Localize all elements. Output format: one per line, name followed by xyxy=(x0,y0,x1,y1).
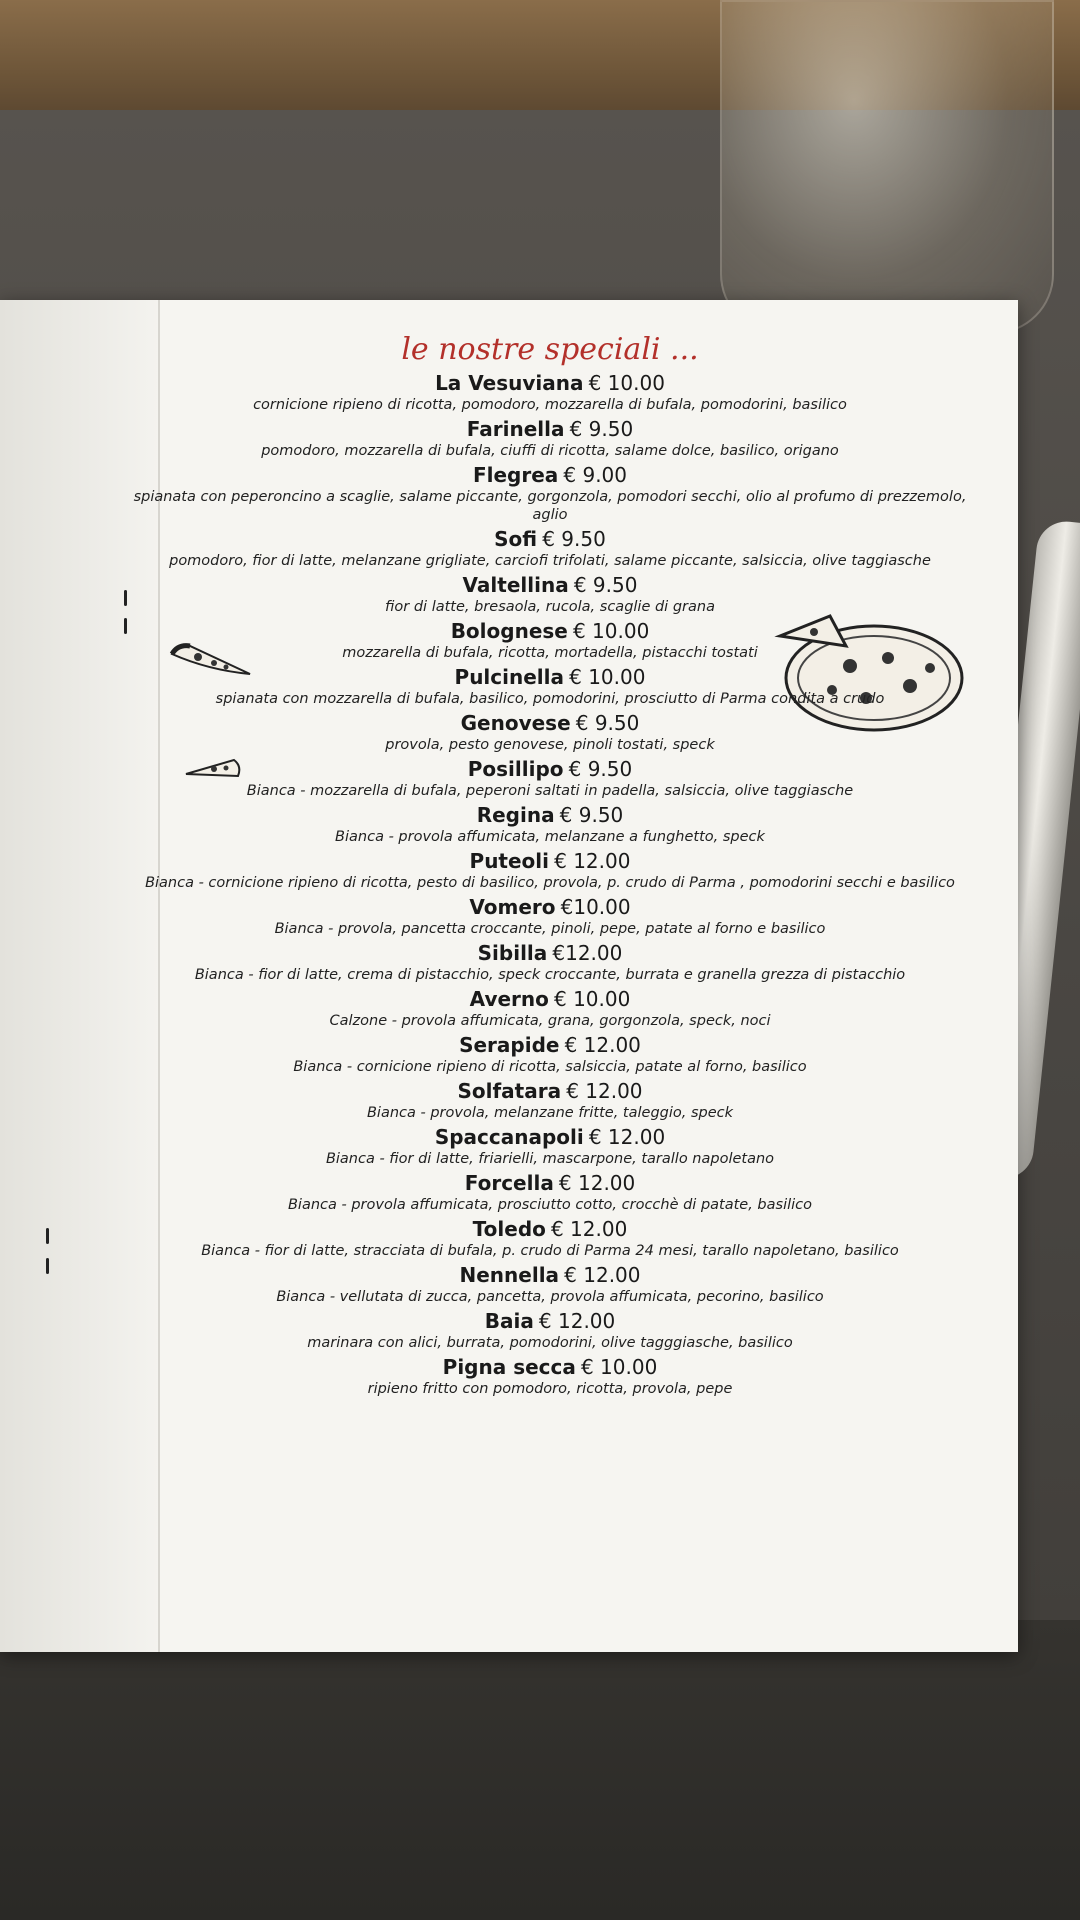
menu-item-name: La Vesuviana xyxy=(435,371,584,395)
menu-item-price: € 12.00 xyxy=(554,849,631,873)
menu-item-price: € 12.00 xyxy=(538,1309,616,1333)
menu-item-name: Pulcinella xyxy=(454,665,565,689)
menu-item-name: Flegrea xyxy=(472,463,559,487)
menu-item-name: Serapide xyxy=(459,1033,560,1057)
menu-item-price: € 12.00 xyxy=(564,1263,641,1287)
menu-item-description: Bianca - mozzarella di bufala, peperoni saltati in padella, salsiccia, olive taggiasche xyxy=(246,783,854,799)
menu-item xyxy=(120,987,980,1030)
menu-item-price: € 12.00 xyxy=(566,1079,643,1103)
menu-item-name: Puteoli xyxy=(469,849,550,873)
menu-item xyxy=(120,665,980,708)
menu-item-price: €12.00 xyxy=(552,941,623,965)
menu-item-description: mozzarella di bufala, ricotta, mortadella, pistacchi tostati xyxy=(342,645,758,661)
drinking-glass xyxy=(720,0,1054,334)
menu-item xyxy=(120,849,980,892)
menu-item xyxy=(120,711,980,754)
menu-item-list xyxy=(120,371,980,1398)
menu-item-price: € 9.50 xyxy=(568,757,633,781)
menu-item-price: € 10.00 xyxy=(588,371,665,395)
menu-item-name: Sibilla xyxy=(477,941,548,965)
menu-item xyxy=(120,895,980,938)
menu-item-description: marinara con alici, burrata, pomodorini, olive tagggiasche, basilico xyxy=(307,1335,793,1351)
menu-item-price: € 9.50 xyxy=(573,573,638,597)
menu-item-name: Toledo xyxy=(472,1217,546,1241)
menu-item-description: Bianca - provola affumicata, melanzane a funghetto, speck xyxy=(335,829,765,845)
menu-item-price: € 12.00 xyxy=(550,1217,628,1241)
menu-item-description: pomodoro, mozzarella di bufala, ciuffi di ricotta, salame dolce, basilico, origano xyxy=(261,443,839,459)
menu-heading: le nostre speciali ... xyxy=(401,332,699,367)
menu-item-name: Spaccanapoli xyxy=(434,1125,584,1149)
menu-item-description: Bianca - provola, melanzane fritte, taleggio, speck xyxy=(366,1105,734,1121)
menu-item-price: € 9.50 xyxy=(575,711,640,735)
menu-item-description: Bianca - provola affumicata, prosciutto cotto, crocchè di patate, basilico xyxy=(287,1197,813,1213)
menu-item xyxy=(120,1217,980,1260)
menu-item-description: provola, pesto genovese, pinoli tostati, speck xyxy=(385,737,715,753)
menu-item-description: spianata con mozzarella di bufala, basilico, pomodorini, prosciutto di Parma condita a crudo xyxy=(215,691,885,707)
menu-item-name: Sofi xyxy=(494,527,538,551)
menu-item xyxy=(120,1355,980,1398)
menu-item xyxy=(120,941,980,984)
menu-item-description: Bianca - cornicione ripieno di ricotta, salsiccia, patate al forno, basilico xyxy=(293,1059,807,1075)
menu-item-price: €10.00 xyxy=(560,895,631,919)
menu-item-name: Pigna secca xyxy=(442,1355,576,1379)
menu-item-price: € 9.50 xyxy=(559,803,624,827)
menu-item xyxy=(120,527,980,570)
menu-item-price: € 9.50 xyxy=(569,417,634,441)
menu-item-name: Nennella xyxy=(459,1263,560,1287)
menu-item xyxy=(120,1171,980,1214)
menu-item-price: € 10.00 xyxy=(553,987,631,1011)
menu-item-name: Forcella xyxy=(464,1171,554,1195)
menu-sheet xyxy=(0,300,1018,1652)
menu-item-description: Bianca - fior di latte, friarielli, mascarpone, tarallo napoletano xyxy=(325,1151,775,1167)
menu-item xyxy=(120,1263,980,1306)
menu-item-name: Baia xyxy=(484,1309,534,1333)
menu-item xyxy=(120,1125,980,1168)
menu-item xyxy=(120,573,980,616)
menu-content xyxy=(120,332,980,1401)
menu-item-price: € 9.00 xyxy=(563,463,628,487)
menu-item xyxy=(120,619,980,662)
menu-item xyxy=(120,757,980,800)
background-floor xyxy=(0,1620,1080,1920)
menu-item xyxy=(120,1033,980,1076)
menu-item-price: € 10.00 xyxy=(569,665,646,689)
binding-stitch xyxy=(46,1258,49,1274)
menu-item-description: Bianca - provola, pancetta croccante, pinoli, pepe, patate al forno e basilico xyxy=(274,921,826,937)
menu-item-description: Bianca - cornicione ripieno di ricotta, pesto di basilico, provola, p. crudo di Parma , pomodorini secchi e basilico xyxy=(145,875,955,891)
menu-item-description: fior di latte, bresaola, rucola, scaglie di grana xyxy=(385,599,715,615)
menu-item-name: Bolognese xyxy=(450,619,568,643)
menu-item xyxy=(120,1309,980,1352)
menu-item-price: € 12.00 xyxy=(588,1125,666,1149)
menu-item-description: pomodoro, fior di latte, melanzane grigliate, carciofi trifolati, salame piccante, salsiccia, olive taggiasche xyxy=(169,553,931,569)
menu-item xyxy=(120,463,980,524)
menu-item-description: Bianca - fior di latte, crema di pistacchio, speck croccante, burrata e granella grezza di pistacchio xyxy=(194,967,906,983)
binding-stitch xyxy=(46,1228,49,1244)
menu-item-price: € 12.00 xyxy=(564,1033,641,1057)
menu-item-name: Solfatara xyxy=(457,1079,562,1103)
menu-item xyxy=(120,803,980,846)
menu-item xyxy=(120,371,980,414)
menu-item-price: € 10.00 xyxy=(580,1355,658,1379)
menu-item-name: Averno xyxy=(469,987,549,1011)
menu-item-name: Farinella xyxy=(466,417,565,441)
menu-item-description: cornicione ripieno di ricotta, pomodoro, mozzarella di bufala, pomodorini, basilico xyxy=(253,397,847,413)
menu-item xyxy=(120,1079,980,1122)
menu-item-description: ripieno fritto con pomodoro, ricotta, provola, pepe xyxy=(367,1381,733,1397)
menu-item-name: Posillipo xyxy=(467,757,564,781)
menu-item-description: Bianca - vellutata di zucca, pancetta, provola affumicata, pecorino, basilico xyxy=(276,1289,824,1305)
menu-item-name: Regina xyxy=(476,803,555,827)
menu-item xyxy=(120,417,980,460)
menu-item-price: € 10.00 xyxy=(572,619,650,643)
menu-item-description: Calzone - provola affumicata, grana, gorgonzola, speck, noci xyxy=(329,1013,771,1029)
menu-item-description: spianata con peperoncino a scaglie, salame piccante, gorgonzola, pomodori secchi, olio al profumo di prezzemolo, aglio xyxy=(133,489,967,523)
menu-item-description: Bianca - fior di latte, stracciata di bufala, p. crudo di Parma 24 mesi, tarallo napoletano, basilico xyxy=(201,1243,899,1259)
menu-item-name: Genovese xyxy=(460,711,571,735)
menu-item-name: Vomero xyxy=(469,895,556,919)
menu-item-price: € 12.00 xyxy=(558,1171,636,1195)
menu-item-name: Valtellina xyxy=(462,573,569,597)
menu-item-price: € 9.50 xyxy=(542,527,606,551)
